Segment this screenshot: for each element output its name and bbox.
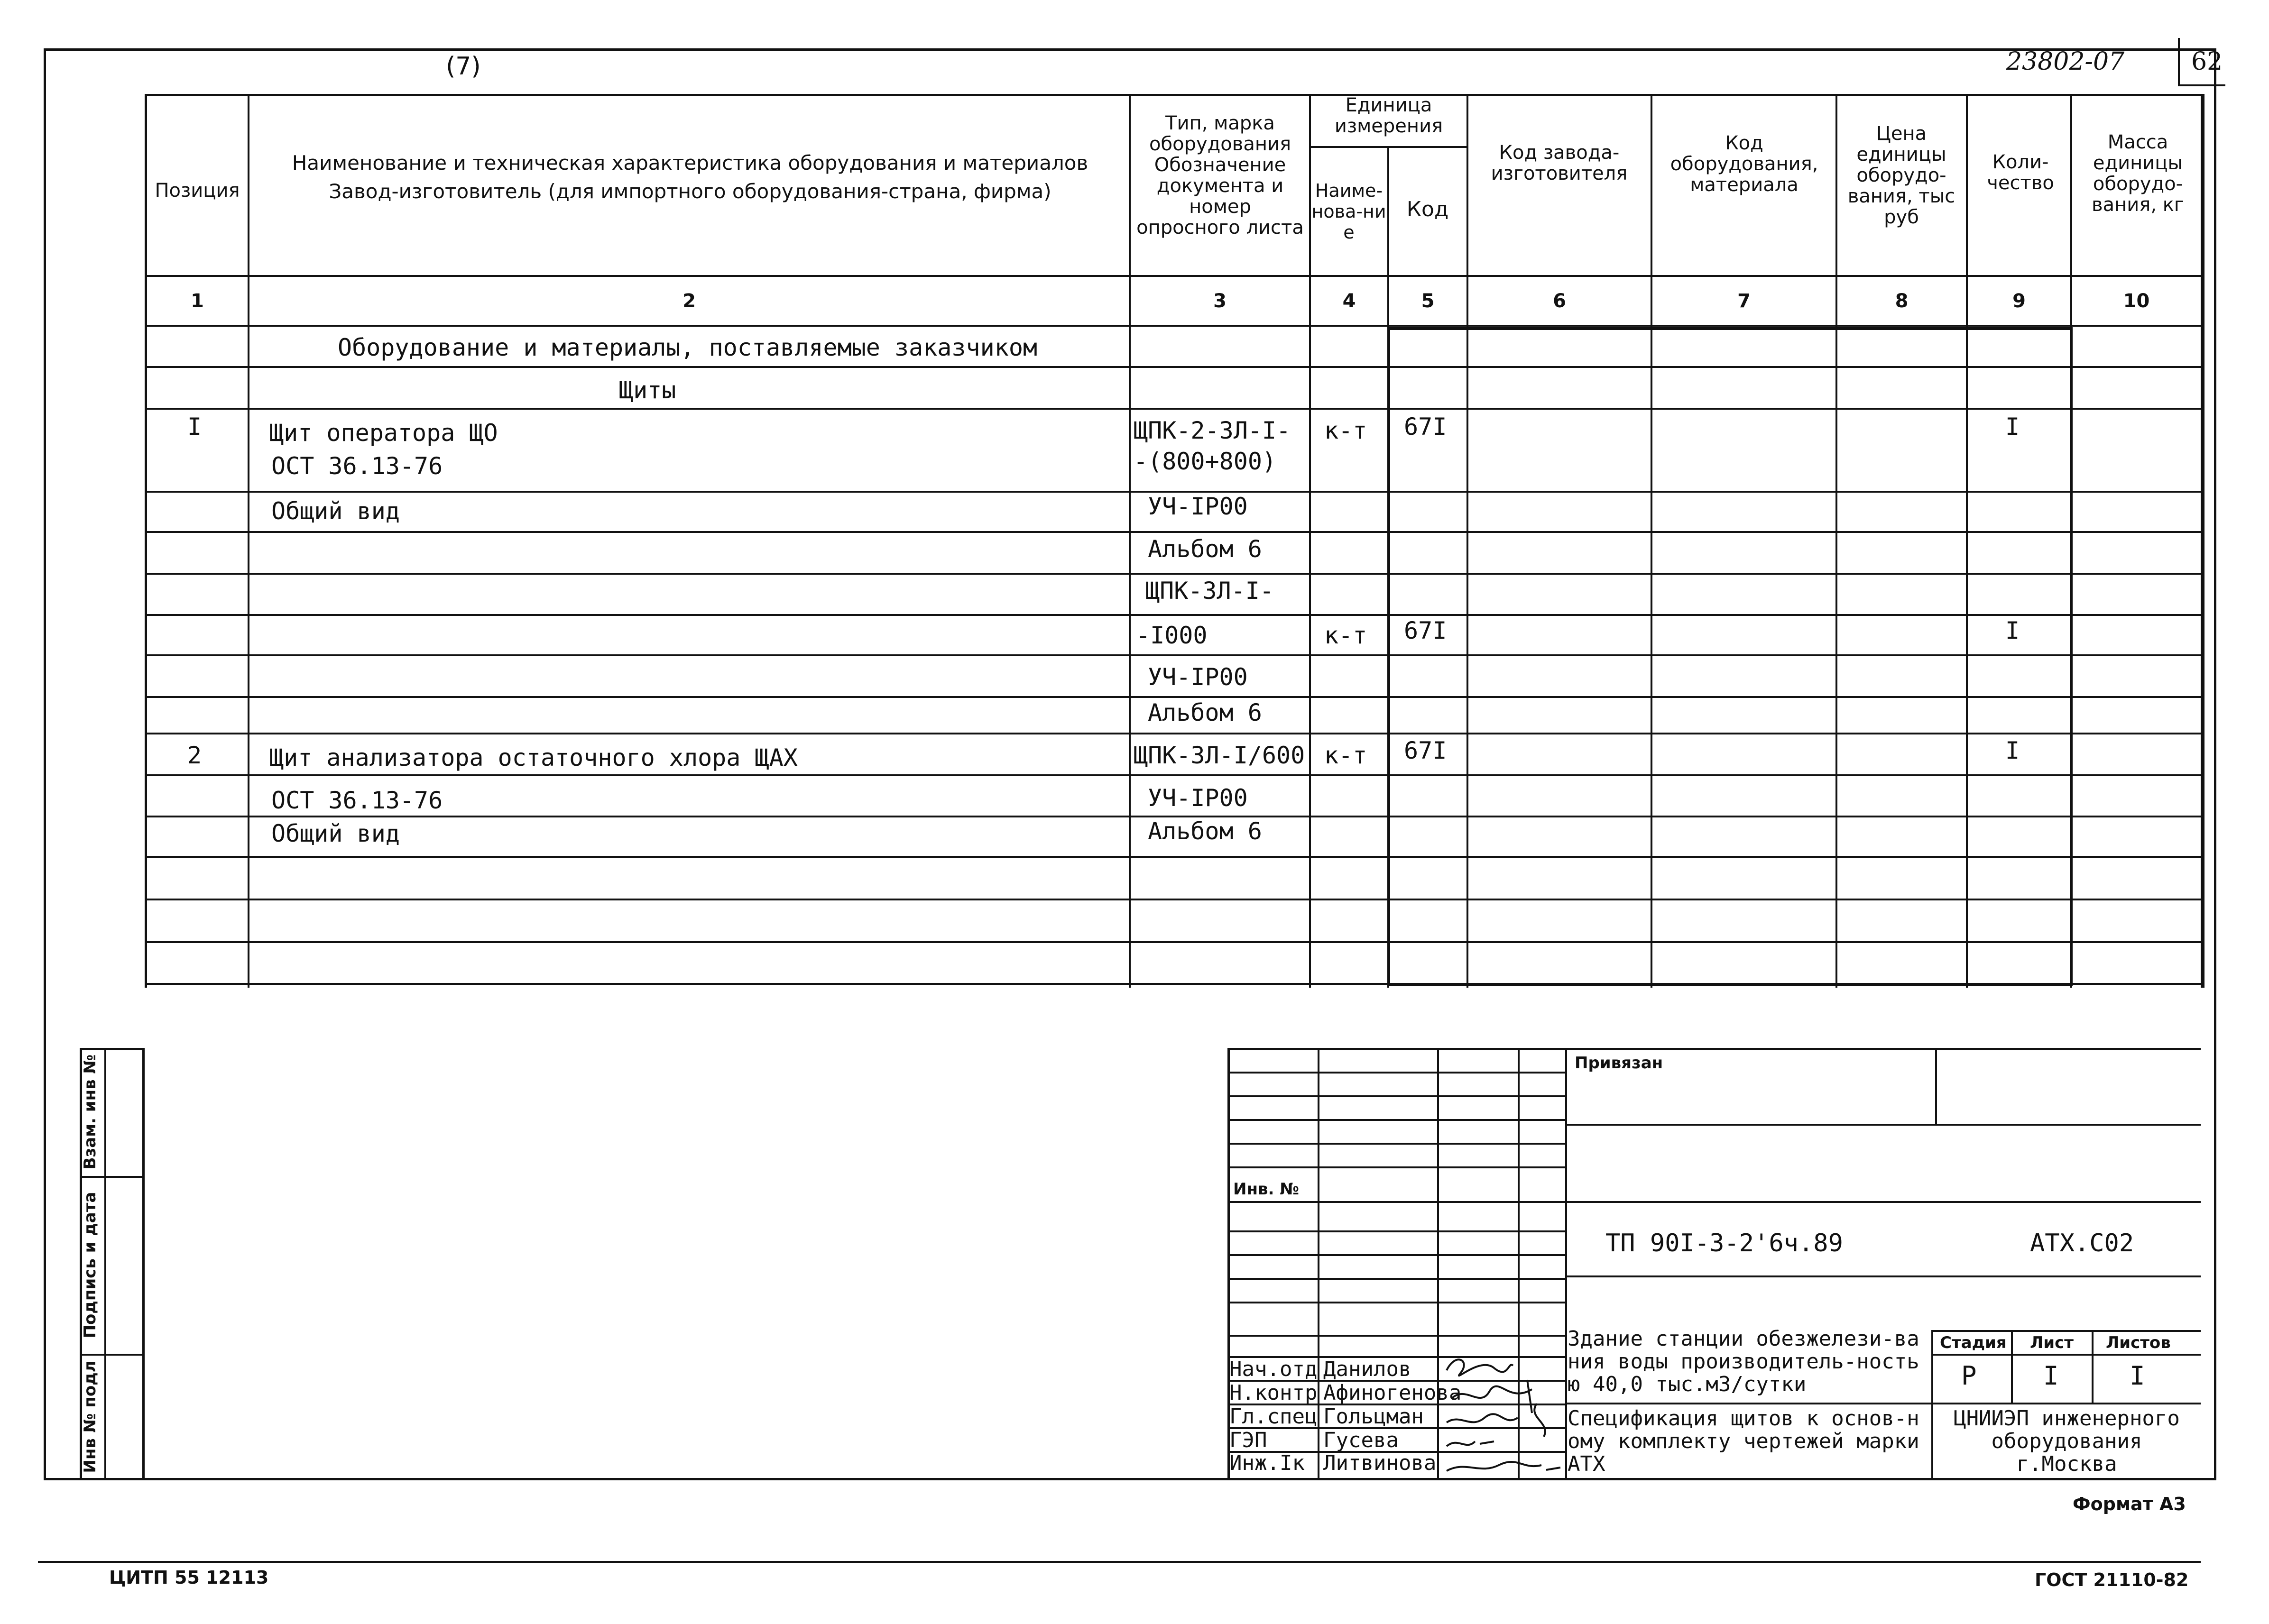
row-line (145, 774, 2204, 776)
side-inv-podl: Инв № подл (81, 1360, 100, 1473)
tb-line (1565, 1275, 2201, 1277)
tb-line (1565, 1124, 2201, 1126)
tb-line (1318, 1048, 1319, 1480)
row-type: УЧ-IР00 (1148, 784, 1248, 812)
row-line (145, 856, 2204, 858)
hdr-position: Позиция (155, 180, 240, 202)
row-code: 67I (1404, 737, 1447, 764)
side-stamp-line (80, 1176, 145, 1178)
row-type: Альбом 6 (1148, 535, 1262, 563)
sheets-value: I (2130, 1361, 2145, 1391)
tb-line (1227, 1201, 1565, 1203)
tb-line (1935, 1048, 1937, 1124)
colnum-10: 10 (2123, 290, 2150, 312)
page-marker: (7) (446, 52, 481, 81)
row-name: Щит оператора ЩО (269, 419, 498, 447)
side-stamp-divider (104, 1048, 106, 1480)
side-vzam: Взам. инв № (81, 1054, 100, 1170)
hdr-name-line1: Наименование и техническая характеристика оборудования и материалов (292, 151, 1088, 174)
row-line (145, 614, 2204, 616)
row-type: Альбом 6 (1148, 817, 1262, 845)
sheet-number-underline (2178, 84, 2225, 86)
header-bottom-line (145, 275, 2204, 277)
hdr-unit: Единица измерения (1334, 94, 1443, 137)
row-unit: к-т (1324, 742, 1367, 769)
row-unit: к-т (1324, 417, 1367, 444)
row-line (145, 941, 2204, 943)
tb-line (1931, 1330, 1933, 1480)
row-name: ОСТ 36.13-76 (271, 452, 443, 480)
person-name: Данилов (1323, 1357, 1411, 1381)
row-qty: I (2005, 413, 2020, 440)
hdr-type-mark: Тип, марка оборудования Обозначение документа и номер опросного листа (1136, 112, 1304, 239)
colnum-6: 6 (1553, 290, 1566, 312)
col-line-2 (1129, 94, 1131, 988)
row-position: 2 (187, 742, 202, 769)
format-label: Формат А3 (2073, 1494, 2186, 1514)
row-line (145, 366, 2204, 368)
tb-line (1227, 1143, 1565, 1145)
sheet-label: Лист (2030, 1333, 2074, 1352)
object-description: Здание станции обезжелези-вания воды производитель-ностью 40,0 тыс.м3/сутки (1568, 1327, 1919, 1396)
tb-line (1227, 1072, 1565, 1073)
tb-line (1565, 1048, 1567, 1480)
tb-line (1227, 1254, 1565, 1256)
hdr-equipment-code: Код оборудования, материала (1670, 132, 1818, 196)
row-line (145, 408, 2204, 410)
row-type: ЩПК-ЗЛ-I/600 (1134, 742, 1305, 769)
colnum-7: 7 (1737, 290, 1751, 312)
side-podpis: Подпись и дата (81, 1192, 100, 1339)
tb-line (2092, 1330, 2094, 1403)
sheets-label: Листов (2106, 1333, 2171, 1352)
bottom-rule (38, 1561, 2201, 1563)
sheet-number-divider (2178, 38, 2180, 85)
hdr-name-line2: Завод-изготовитель (для импортного оборудования-страна, фирма) (329, 180, 1051, 203)
project-code: ТП 90I-3-2'6ч.89 (1605, 1229, 1843, 1257)
tb-line (1227, 1230, 1565, 1232)
doc-mark: АТХ.С02 (2030, 1229, 2134, 1257)
tb-line (2011, 1330, 2013, 1403)
tb-line (1565, 1201, 2201, 1203)
row-name: Общий вид (271, 820, 400, 847)
hdr-factory-code: Код завода-изготовителя (1491, 142, 1628, 184)
inv-no-label: Инв. № (1233, 1180, 1300, 1199)
person-name: Гусева (1323, 1428, 1399, 1452)
hdr-unit-name: Наиме-нова-ние (1311, 180, 1386, 243)
tb-line (1931, 1354, 2201, 1356)
unit-header-split (1309, 146, 1467, 148)
row-line (145, 696, 2204, 698)
col-line-1 (248, 94, 249, 988)
person-role: Гл.спец (1229, 1404, 1318, 1429)
signatures-graphic (1437, 1347, 1565, 1480)
tb-line (1227, 1119, 1565, 1121)
row-qty: I (2005, 617, 2020, 644)
person-name: Гольцман (1323, 1404, 1424, 1429)
person-role: Н.контр (1229, 1381, 1318, 1405)
row-type: УЧ-IР00 (1148, 493, 1248, 520)
tb-line (1931, 1330, 2201, 1332)
row-line (145, 573, 2204, 575)
sheet-value: I (2043, 1361, 2059, 1391)
row-name: ОСТ 36.13-76 (271, 787, 443, 814)
row-unit: к-т (1324, 622, 1367, 649)
bold-box (1387, 327, 2073, 986)
colnum-2: 2 (683, 290, 696, 312)
colnum-4: 4 (1342, 290, 1356, 312)
subsection-title: Щиты (619, 376, 676, 404)
sheet-number: 62 (2191, 47, 2223, 76)
row-line (145, 983, 2204, 985)
tb-line (1227, 1302, 1565, 1303)
hdr-unit-code: Код (1406, 197, 1449, 221)
colnum-5: 5 (1421, 290, 1435, 312)
row-type: Альбом 6 (1148, 699, 1262, 726)
row-type: -I000 (1136, 622, 1208, 649)
person-name: Литвинова (1323, 1451, 1437, 1475)
doc-title: Спецификация щитов к основ-ному комплекту чертежей марки АТХ (1568, 1406, 1919, 1476)
tb-line (1227, 1166, 1565, 1168)
section-title: Оборудование и материалы, поставляемые заказчиком (338, 334, 1038, 361)
person-name: Афиногенова (1323, 1381, 1462, 1405)
colnum-1: 1 (191, 290, 204, 312)
hdr-price: Цена единицы оборудо-вания, тыс руб (1847, 123, 1955, 228)
footer-left: ЦИТП 55 12113 (109, 1567, 269, 1588)
row-line (145, 531, 2204, 533)
row-line (145, 899, 2204, 900)
row-name: Общий вид (271, 497, 400, 525)
row-position: I (187, 413, 202, 440)
row-type: УЧ-IР00 (1148, 663, 1248, 691)
person-role: ГЭП (1229, 1428, 1267, 1452)
hdr-mass: Масса единицы оборудо-вания, кг (2092, 131, 2184, 216)
row-qty: I (2005, 737, 2020, 764)
row-name: Щит анализатора остаточного хлора ЩАХ (269, 744, 798, 771)
stage-value: Р (1961, 1361, 1977, 1391)
colnum-9: 9 (2012, 290, 2026, 312)
row-line (145, 733, 2204, 734)
colnum-3: 3 (1213, 290, 1227, 312)
col-line-10 (2201, 94, 2203, 988)
colnum-8: 8 (1895, 290, 1909, 312)
row-type: ЩПК-2-ЗЛ-I- (1134, 417, 1291, 444)
numbers-bottom-line (145, 325, 2204, 327)
tb-line (1227, 1278, 1565, 1280)
person-role: Нач.отд (1229, 1357, 1318, 1381)
stage-label: Стадия (1940, 1333, 2007, 1352)
tb-line (1227, 1335, 1565, 1337)
row-type: -(800+800) (1134, 448, 1277, 475)
organization: ЦНИИЭП инженерного оборудования г.Москва (1954, 1406, 2180, 1476)
row-code: 67I (1404, 413, 1447, 440)
footer-right: ГОСТ 21110-82 (2035, 1569, 2189, 1590)
privyazan-label: Привязан (1575, 1054, 1663, 1073)
person-role: Инж.Iк (1229, 1451, 1305, 1475)
tb-line (1565, 1403, 2201, 1404)
row-line (145, 654, 2204, 656)
row-type: ЩПК-ЗЛ-I- (1145, 577, 1274, 605)
doc-number: 23802-07 (2006, 47, 2125, 76)
hdr-quantity: Коли-чество (1987, 151, 2054, 194)
tb-line (1227, 1095, 1565, 1097)
row-code: 67I (1404, 617, 1447, 644)
